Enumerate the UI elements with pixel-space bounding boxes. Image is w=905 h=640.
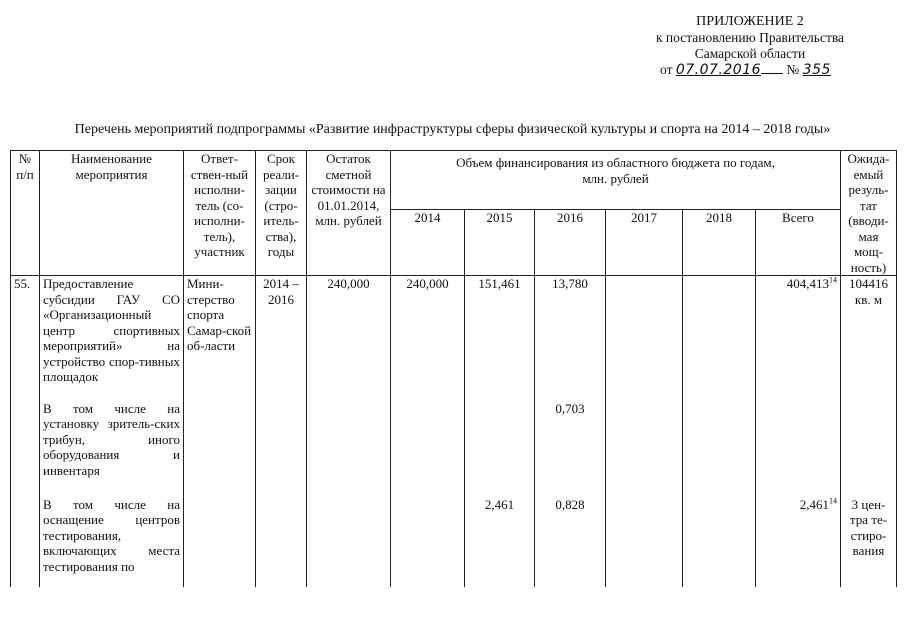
- row-total: [756, 276, 841, 401]
- document-title: Перечень мероприятий подпрограммы «Развитие инфраструктуры сферы физической культуры и спорта на 2014 – 2018 годы»: [74, 122, 831, 137]
- row-rest: 240,000: [307, 276, 391, 401]
- col-name-header: Наименование мероприятия: [40, 151, 184, 276]
- row-num: 55.: [11, 276, 40, 401]
- col-result-header: Ожида-емый резуль-тат (вводи-мая мощ-ность): [841, 151, 897, 276]
- row-exec: [184, 497, 256, 587]
- row-total: [756, 497, 841, 587]
- row-2017: [606, 497, 683, 587]
- row-total-value: 404,413: [786, 276, 829, 291]
- row-result: [841, 401, 897, 497]
- col-total-header: Всего: [756, 210, 841, 276]
- row-total-footnote: 14: [829, 275, 837, 285]
- row-result: 104416 кв. м: [841, 276, 897, 401]
- col-funding-header: Объем финансирования из областного бюджета по годам, млн. рублей: [391, 151, 841, 210]
- row-total-value: 2,461: [799, 496, 829, 512]
- appendix-region: Самарской области: [694, 46, 806, 61]
- row-2017: [606, 401, 683, 497]
- appendix-resolution: к постановлению Правительства: [655, 30, 845, 45]
- row-total: [756, 401, 841, 497]
- row-2016: 0,703: [535, 401, 606, 497]
- col-rest-header: Остаток сметной стоимости на 01.01.2014, млн. рублей: [307, 151, 391, 276]
- row-num: [11, 401, 40, 497]
- number-label: №: [786, 62, 800, 77]
- from-label: от: [660, 62, 673, 77]
- resolution-number: 355: [802, 62, 831, 78]
- table-row: [11, 276, 897, 401]
- row-term: [256, 497, 307, 587]
- measures-table: [10, 150, 897, 587]
- row-num: [11, 497, 40, 587]
- col-2018-header: 2018: [683, 210, 756, 276]
- row-2016: 13,780: [535, 276, 606, 401]
- row-term: [256, 401, 307, 497]
- col-2015-header: 2015: [465, 210, 535, 276]
- col-2016-header: 2016: [535, 210, 606, 276]
- row-name: В том числе на установку зритель-ских трибун, иного оборудования и инвентаря: [40, 401, 184, 497]
- resolution-date: 07.07.2016: [675, 62, 762, 78]
- row-2014: 240,000: [391, 276, 465, 401]
- row-2017: [606, 276, 683, 401]
- appendix-header: [600, 14, 900, 78]
- row-2016: 0,828: [535, 497, 606, 587]
- appendix-title: ПРИЛОЖЕНИЕ 2: [696, 14, 804, 29]
- row-name: В том числе на оснащение центров тестирования, включающих места тестирования по: [40, 497, 184, 587]
- row-result: 3 цен-тра те-стиро-вания: [841, 497, 897, 587]
- row-exec: [184, 401, 256, 497]
- row-2015: [465, 401, 535, 497]
- table-row: [11, 497, 897, 587]
- row-name: Предоставление субсидии ГАУ СО «Организационный центр спортивных мероприятий» на устройство спор-тивных площадок: [40, 276, 184, 401]
- row-2018: [683, 401, 756, 497]
- col-num-header: № п/п: [11, 151, 40, 276]
- row-2014: [391, 497, 465, 587]
- appendix-date-line: [600, 62, 900, 78]
- row-2015: 151,461: [465, 276, 535, 401]
- table-row: [11, 401, 897, 497]
- col-term-header: Срок реали-зации (стро-итель-ства), годы: [256, 151, 307, 276]
- row-2018: [683, 497, 756, 587]
- col-2017-header: 2017: [606, 210, 683, 276]
- row-exec: Мини-стерство спорта Самар-ской об-ласти: [184, 276, 256, 401]
- row-2014: [391, 401, 465, 497]
- row-total-footnote: 14: [829, 496, 837, 506]
- row-rest: [307, 497, 391, 587]
- col-2014-header: 2014: [391, 210, 465, 276]
- row-2015: 2,461: [465, 497, 535, 587]
- row-2018: [683, 276, 756, 401]
- row-term: 2014 – 2016: [256, 276, 307, 401]
- row-rest: [307, 401, 391, 497]
- col-exec-header: Ответ-ствен-ный исполни-тель (со-исполни-тель), участник: [184, 151, 256, 276]
